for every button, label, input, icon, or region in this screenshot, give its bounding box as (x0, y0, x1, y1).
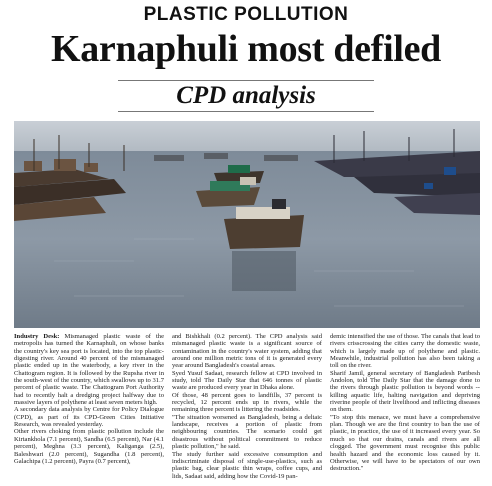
section-kicker: PLASTIC POLLUTION (143, 4, 349, 25)
article-paragraph: Sharif Jamil, general secretary of Bangladesh Paribesh Andolon, told The Daily Star that the damage done to the rivers through plastic pollution is beyond words -- killing aquatic life, halting navigation and depriving riverine people of their livelihood and inflicting diseases on them. (330, 369, 480, 414)
article-column-3 (330, 333, 480, 483)
article-paragraph: Other rivers choking from plastic pollution include the Kirtankhola (7.1 percent), Sandha (6.5 percent), Nar (4.1 percent), Meghna (3.3 percent), Kaliganga (2.5), Baleshwari (2.0 percent), Sugandha (1.8 percent), Galachipa (1.2 percent), Payra (0.7 percent), (14, 428, 164, 465)
byline: Industry Desk: (14, 333, 60, 340)
photo-illustration (14, 121, 480, 328)
article-headline: Karnaphuli most defiled (50, 28, 442, 70)
article-paragraph: "The situation worsened as Bangladesh, being a deltaic landscape, receives a portion of plastic from neighbouring countries. The scenario could get disastrous without political commitment to reduce plastic pollution," he said. (172, 413, 322, 451)
article-paragraph: demic intensified the use of those. The canals that lead to rivers crisscrossing the cities carry the domestic waste, which is largely made up of polythene and plastic. Meanwhile, industrial pollution has also been taking a toll on the river. (330, 333, 480, 370)
article-subhead: CPD analysis (176, 82, 316, 109)
article-paragraph: Of those, 48 percent goes to landfills, 37 percent is recycled, 12 percent ends up in rivers, while the remaining three percent is littering the roadsides. (172, 391, 322, 414)
article-paragraph (14, 333, 164, 406)
article-paragraph: Syed Yusuf Sadaat, research fellow at CPD involved in study, told The Daily Star that 646 tonnes of plastic waste are produced every year in Dhaka alone. (172, 369, 322, 392)
article-paragraph: and Bishkhali (0.2 percent). The CPD analysis said mismanaged plastic waste is a significant source of contamination in the country's water system, adding that around one million metric tons of it is generated every year around Bangladesh's coastal areas. (172, 333, 322, 370)
article-paragraph: A secondary data analysis by Centre for Policy Dialogue (CPD), as part of its CPD-Green Cities Initiative Research, was revealed yesterday. (14, 406, 164, 429)
article-column-1 (14, 333, 164, 483)
article-body (14, 333, 480, 483)
article-paragraph: "To stop this menace, we must have a comprehensive plan. Though we are the first country to ban the use of plastic, in practice, the use of it increased every year. So much so that our drains, canals and rivers are all clogged. The government must recognise this public health hazard and the economic loss caused by it. Otherwise, we will have to be spectators of our own destruction." (330, 413, 480, 473)
river-boats-photo (14, 121, 480, 328)
paragraph-text: Mismanaged plastic waste of the metropolis has turned the Karnaphuli, on whose banks the country's key sea port is located, into the top plastic-digesting river. Around 40 percent of the mismanaged plastic ended up in the waterbody, a key river in the Chattogram region. It is followed by the Rupsha river in the south-west of the country, which swallows up to 31.7 percent of plastic waste. The Chattogram Port Authority had to recently halt a dredging project halfway due to massive layers of polythene at least seven meters high. (14, 333, 164, 407)
subhead-bottom-rule (118, 111, 374, 112)
article-column-2 (172, 333, 322, 483)
article-paragraph: The study further said excessive consumption and indiscriminate disposal of single-use-plastics, such as plastic bag, clear plastic thin wraps, coffee cups, and lids, Sadaat said, adding how the Covid-19 pan- (172, 450, 322, 480)
